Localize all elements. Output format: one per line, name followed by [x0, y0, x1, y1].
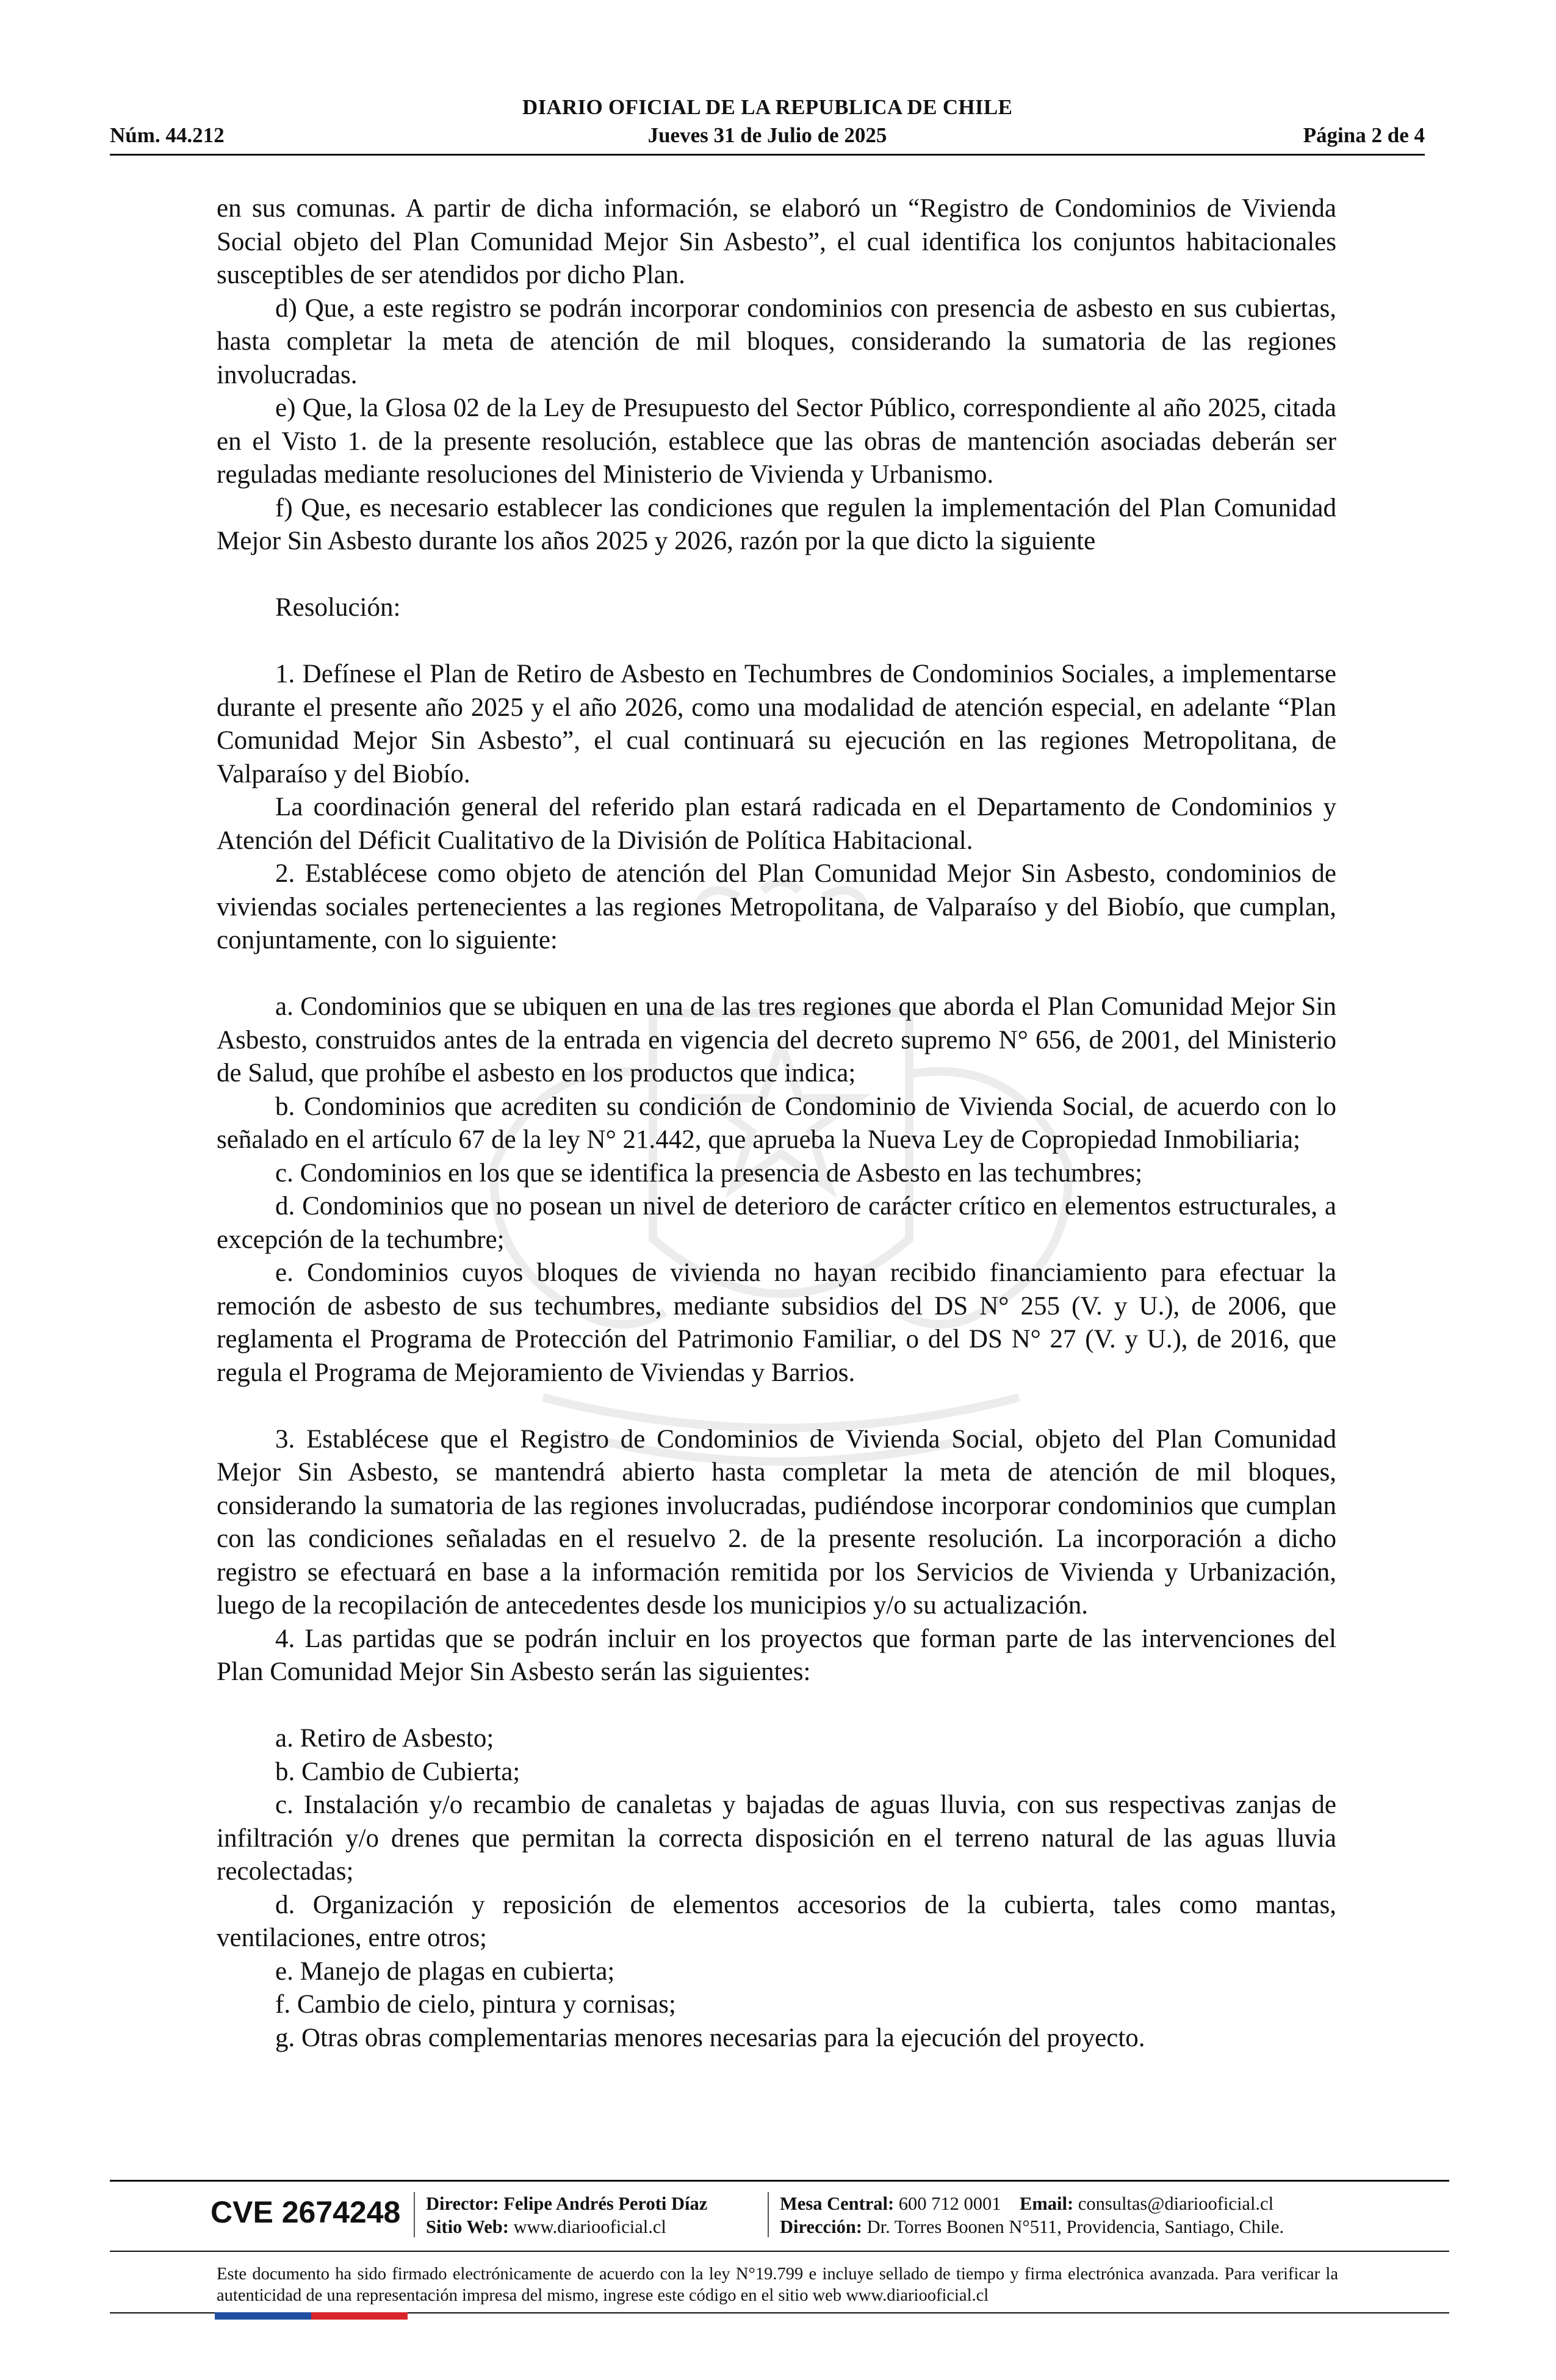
website-link[interactable]: www.diariooficial.cl [513, 2216, 666, 2237]
header-divider [110, 154, 1425, 156]
email-link[interactable]: consultas@diariooficial.cl [1078, 2193, 1274, 2214]
list-item: d. Organización y reposición de elementos accesorios de la cubierta, tales como mantas, ventilaciones, entre otros; [217, 1890, 1336, 1952]
newspaper-title: DIARIO OFICIAL DE LA REPUBLICA DE CHILE [522, 95, 1013, 119]
website-label: Sitio Web: [426, 2216, 509, 2237]
list-item: b. Condominios que acrediten su condición de Condominio de Vivienda Social, de acuerdo con lo señalado en el artículo 67 de la ley N° 21.442, que aprueba la Nueva Ley de Copropiedad Inmobiliaria; [217, 1092, 1336, 1154]
page-header [110, 93, 1425, 160]
legal-notice: Este documento ha sido firmado electrónicamente de acuerdo con la ley N°19.799 e incluye sellado de tiempo y firma electrónica avanzada. Para verificar la autenticidad de una representación impresa del mismo, ingrese este código en el sitio web www.diariooficial.cl [217, 2265, 1338, 2305]
list-item: c. Instalación y/o recambio de canaletas y bajadas de aguas lluvia, con sus respectivas zanjas de infiltración y/o drenes que permitan la correcta disposición en el terreno natural de las aguas lluvia recolectadas; [217, 1790, 1336, 1886]
list-item: f. Cambio de cielo, pintura y cornisas; [275, 1990, 676, 2019]
footer-separator [414, 2192, 415, 2237]
chile-flag-stripe [215, 2312, 408, 2320]
issue-date: Jueves 31 de Julio de 2025 [647, 123, 887, 147]
resolution-body [217, 192, 1336, 2055]
list-item: c. Condominios en los que se identifica la presencia de Asbesto en las techumbres; [275, 1158, 1143, 1188]
list-item: a. Condominios que se ubiquen en una de las tres regiones que aborda el Plan Comunidad Mejor Sin Asbesto, construidos antes de la entrada en vigencia del decreto supremo N° 656, de 2001, del Ministerio de Salud, que prohíbe el asbesto en los productos que indica; [217, 992, 1336, 1087]
resuelvo-3: 3. Establécese que el Registro de Condominios de Vivienda Social, objeto del Plan Comunidad Mejor Sin Asbesto, se mantendrá abierto hasta completar la meta de atención de mil bloques, considerando la sumatoria de las regiones involucradas, pudiéndose incorporar condominios que cumplan con las condiciones señaladas en el resuelvo 2. de la presente resolución. La incorporación a dicho registro se efectuará en base a la información remitida por los Servicios de Vivienda y Urbanización, luego de la recopilación de antecedentes desde los municipios y/o su actualización. [217, 1424, 1336, 1620]
list-item: d. Condominios que no posean un nivel de deterioro de carácter crítico en elementos estructurales, a excepción de la techumbre; [217, 1192, 1336, 1254]
footer-separator [768, 2192, 769, 2237]
list-item: b. Cambio de Cubierta; [275, 1757, 520, 1786]
paragraph-considerando-e: e) Que, la Glosa 02 de la Ley de Presupuesto del Sector Público, correspondiente al año 2025, citada en el Visto 1. de la presente resolución, establece que las obras de mantención asociadas deberán ser reguladas mediante resoluciones del Ministerio de Vivienda y Urbanismo. [217, 394, 1336, 489]
resuelvo-2: 2. Establécese como objeto de atención del Plan Comunidad Mejor Sin Asbesto, condominios de viviendas sociales pertenecientes a las regiones Metropolitana, de Valparaíso y del Biobío, que cumplan, conjuntamente, con lo siguiente: [217, 859, 1336, 954]
footer-middle-divider [110, 2251, 1449, 2252]
resolution-heading: Resolución: [275, 593, 401, 622]
mesa-central-label: Mesa Central: [780, 2193, 895, 2214]
footer-contact-block [780, 2192, 1284, 2238]
address-value: Dr. Torres Boonen N°511, Providencia, Santiago, Chile. [866, 2216, 1284, 2237]
resuelvo-1: 1. Defínese el Plan de Retiro de Asbesto en Techumbres de Condominios Sociales, a implementarse durante el presente año 2025 y el año 2026, como una modalidad de atención especial, en adelante “Plan Comunidad Mejor Sin Asbesto”, el cual continuará su ejecución en las regiones Metropolitana, de Valparaíso y del Biobío. [217, 660, 1336, 788]
issue-number: Núm. 44.212 [110, 123, 225, 147]
paragraph-considerando-f: f) Que, es necesario establecer las condiciones que regulen la implementación del Plan Comunidad Mejor Sin Asbesto durante los años 2025 y 2026, razón por la que dicto la siguiente [217, 493, 1336, 555]
director-name: Felipe Andrés Peroti Díaz [503, 2193, 708, 2214]
mesa-central-phone: 600 712 0001 [898, 2193, 1001, 2214]
list-item: e. Condominios cuyos bloques de vivienda no hayan recibido financiamiento para efectuar la remoción de asbesto de sus techumbres, mediante subsidios del DS N° 255 (V. y U.), de 2006, que reglamenta el Programa de Protección del Patrimonio Familiar, o del DS N° 27 (V. y U.), de 2016, que regula el Programa de Mejoramiento de Viviendas y Barrios. [217, 1258, 1336, 1387]
list-item: g. Otras obras complementarias menores necesarias para la ejecución del proyecto. [275, 2023, 1145, 2052]
footer-top-divider [110, 2180, 1449, 2182]
page-indicator: Página 2 de 4 [1303, 123, 1425, 147]
director-label: Director: [426, 2193, 499, 2214]
footer-director-block [426, 2192, 707, 2238]
resuelvo-4: 4. Las partidas que se podrán incluir en los proyectos que forman parte de las intervenciones del Plan Comunidad Mejor Sin Asbesto serán las siguientes: [217, 1624, 1336, 1686]
address-label: Dirección: [780, 2216, 862, 2237]
list-item: e. Manejo de plagas en cubierta; [275, 1956, 615, 1986]
cve-code: CVE 2674248 [211, 2195, 401, 2229]
paragraph-intro-continuation: en sus comunas. A partir de dicha información, se elaboró un “Registro de Condominios de Vivienda Social objeto del Plan Comunidad Mejor Sin Asbesto”, el cual identifica los conjuntos habitacionales susceptibles de ser atendidos por dicho Plan. [217, 194, 1336, 289]
flag-red-segment [311, 2312, 408, 2320]
flag-blue-segment [215, 2312, 311, 2320]
list-item: a. Retiro de Asbesto; [275, 1724, 494, 1753]
email-label: Email: [1020, 2193, 1074, 2214]
paragraph-considerando-d: d) Que, a este registro se podrán incorporar condominios con presencia de asbesto en sus cubiertas, hasta completar la meta de atención de mil bloques, considerando la sumatoria de las regiones involucradas. [217, 294, 1336, 389]
resuelvo-1-coordination: La coordinación general del referido plan estará radicada en el Departamento de Condominios y Atención del Déficit Cualitativo de la División de Política Habitacional. [217, 793, 1336, 855]
